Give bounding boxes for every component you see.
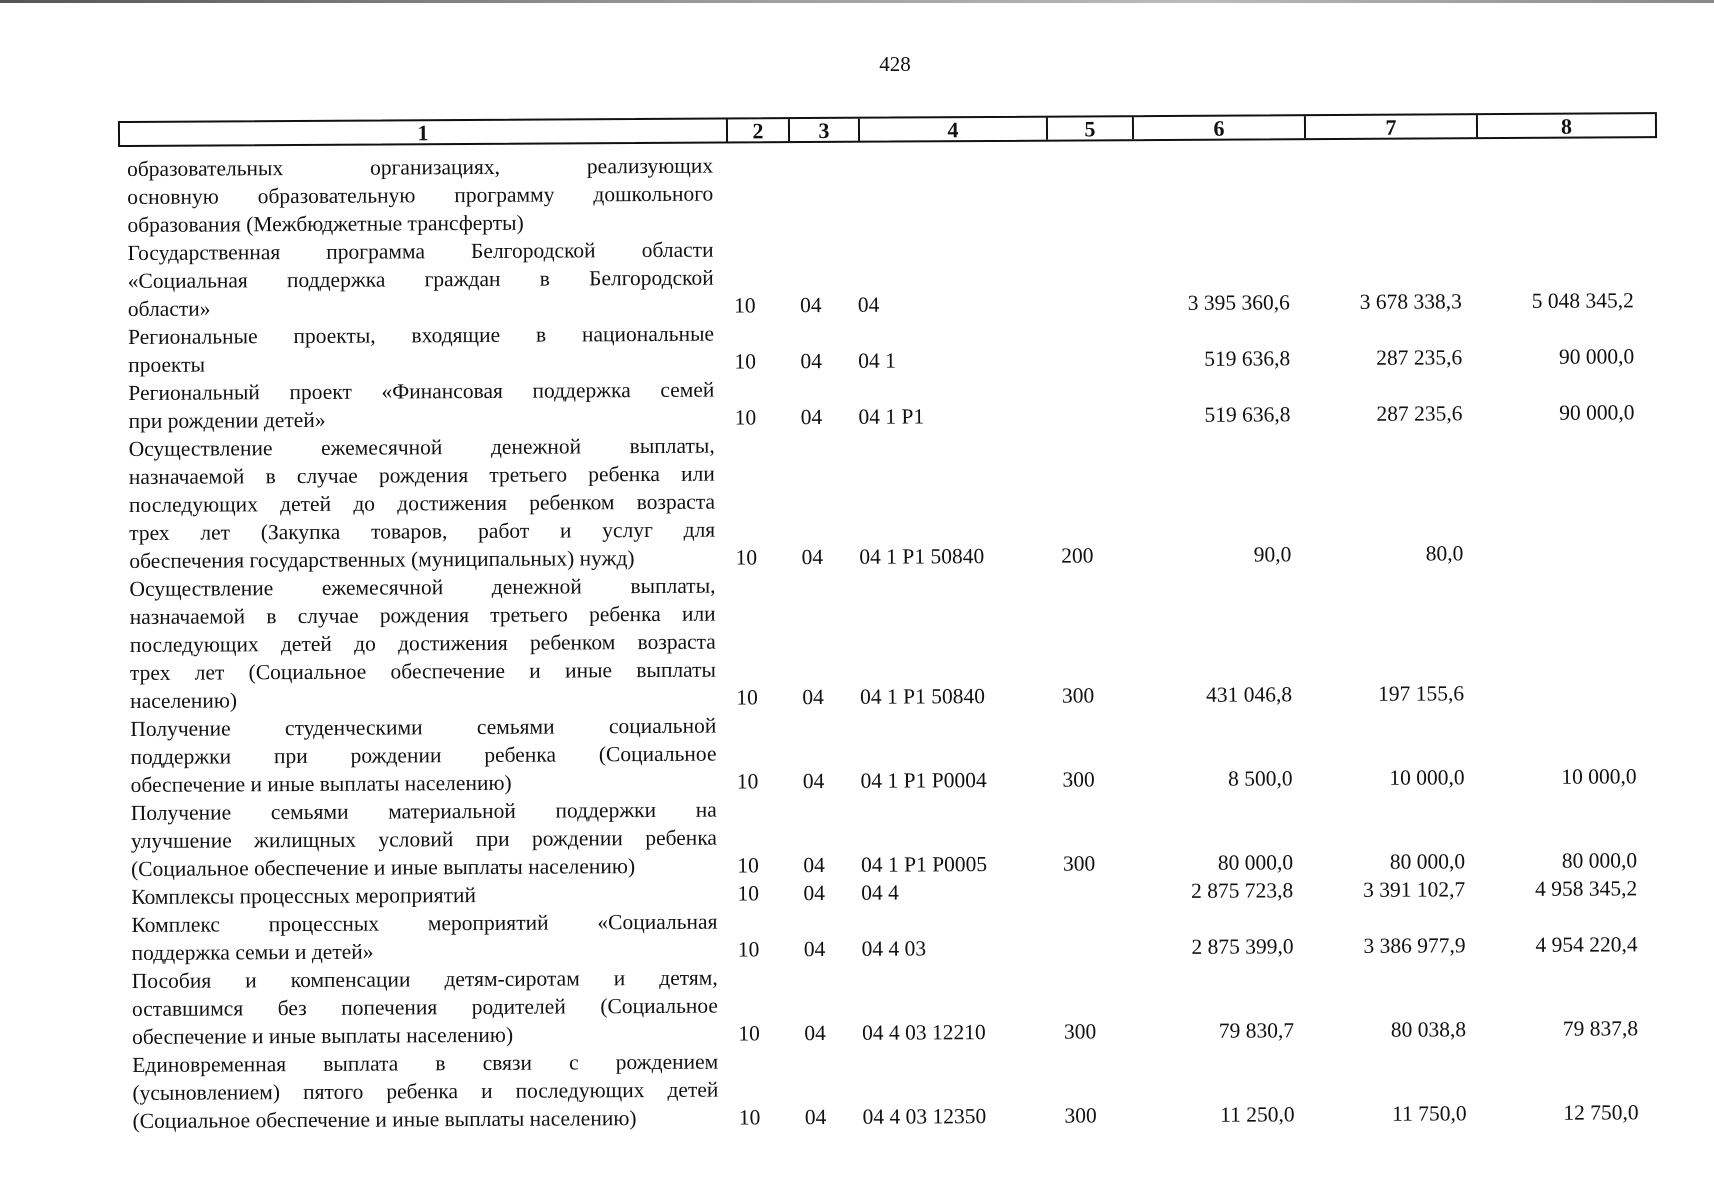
row-description [130, 712, 716, 799]
description-line: проекты [128, 352, 206, 377]
section-code: 10 [734, 405, 757, 430]
table-row [131, 790, 1661, 883]
table-row [132, 958, 1662, 1051]
header-col-4: 4 [858, 118, 1046, 141]
description-line: (усыновлением) пятого ребенка и последующих детей [132, 1077, 719, 1105]
amount-col-7: 3 386 977,9 [1363, 933, 1466, 958]
subsection-code: 04 [803, 936, 826, 962]
description-line: образовательных организациях, реализующих [127, 153, 714, 181]
row-description [131, 880, 717, 911]
description-line: обеспечение и иные выплаты населению) [130, 770, 512, 797]
subsection-code: 04 [801, 544, 824, 570]
description-line: области» [127, 296, 211, 321]
page-number: 428 [879, 52, 911, 76]
scan-top-edge [0, 0, 1714, 3]
section-code: 10 [738, 1105, 761, 1130]
amount-col-7: 80,0 [1425, 541, 1464, 566]
target-article-code: 04 1 P1 50840 [860, 684, 986, 709]
description-line: улучшение жилищных условий при рождении ребенка [130, 825, 718, 853]
amount-col-7: 287 235,6 [1376, 401, 1463, 426]
description-line: назначаемой в случае рождения третьего ребенка или [128, 461, 715, 489]
subsection-code: 04 [803, 852, 825, 878]
target-article-code: 04 [857, 292, 880, 317]
header-col-5: 5 [1046, 117, 1132, 139]
description-line: обеспечение и иные выплаты населению) [132, 1022, 514, 1049]
description-line: (Социальное обеспечение и иные выплаты населению) [131, 854, 636, 881]
section-code: 10 [737, 881, 760, 906]
section-code: 10 [737, 853, 759, 878]
amount-col-6: 2 875 723,8 [1191, 878, 1294, 903]
header-col-8: 8 [1476, 114, 1655, 137]
row-description [128, 376, 714, 435]
table-row [129, 426, 1660, 575]
section-code: 10 [734, 349, 757, 374]
amount-col-8: 90 000,0 [1558, 344, 1635, 369]
amount-col-6: 519 636,8 [1204, 346, 1291, 371]
description-line: Получение семьями материальной поддержки на [130, 797, 717, 825]
header-col-7: 7 [1304, 115, 1476, 138]
row-description [131, 796, 717, 883]
description-line: поддержка семьи и детей» [131, 939, 374, 965]
description-line: Региональные проекты, входящие в национальные [127, 321, 715, 349]
table-row [132, 1042, 1662, 1135]
table-row [127, 230, 1657, 323]
description-line: последующих детей до достижения ребенком возраста [129, 629, 716, 657]
description-line: «Социальная поддержка граждан в Белгородской [127, 265, 714, 293]
amount-col-6: 90,0 [1253, 542, 1292, 567]
description-line: Осуществление ежемесячной денежной выплаты, [129, 573, 716, 601]
description-line: при рождении детей» [128, 407, 326, 433]
section-code: 10 [737, 937, 760, 962]
section-code: 10 [734, 293, 756, 318]
description-line: (Социальное обеспечение и иные выплаты населению) [132, 1106, 637, 1133]
row-description [129, 432, 716, 575]
section-code: 10 [736, 685, 758, 710]
amount-col-8: 80 000,0 [1561, 848, 1638, 873]
target-article-code: 04 1 P1 P0005 [861, 852, 988, 877]
target-article-code: 04 1 P1 P0004 [860, 768, 987, 793]
amount-col-8: 12 750,0 [1563, 1100, 1639, 1125]
subsection-code: 04 [800, 405, 823, 430]
target-article-code: 04 1 [858, 348, 896, 373]
table-row [131, 902, 1661, 967]
description-line: трех лет (Социальное обеспечение и иные выплаты [129, 657, 717, 685]
header-col-2: 2 [726, 119, 788, 141]
amount-col-8: 10 000,0 [1561, 764, 1637, 789]
expense-type-code: 200 [1061, 543, 1094, 568]
header-col-6: 6 [1132, 116, 1304, 139]
description-line: Региональный проект «Финансовая поддержка семей [128, 377, 715, 405]
section-code: 10 [735, 545, 758, 570]
section-code: 10 [738, 1021, 760, 1046]
description-line: поддержки при рождении ребенка (Социальное [130, 741, 717, 769]
amount-col-7: 287 235,6 [1376, 345, 1463, 370]
subsection-code: 04 [802, 684, 824, 710]
row-description [132, 1048, 718, 1135]
row-description [127, 152, 713, 239]
table-row [128, 370, 1658, 435]
amount-col-8: 4 958 345,2 [1535, 876, 1638, 901]
header-col-3: 3 [788, 119, 858, 141]
subsection-code: 04 [803, 880, 826, 906]
description-line: Государственная программа Белгородской области [127, 237, 714, 265]
section-code: 10 [736, 769, 759, 794]
expense-type-code: 300 [1063, 1019, 1097, 1044]
amount-col-8: 79 837,8 [1562, 1016, 1639, 1041]
amount-col-7: 80 000,0 [1389, 849, 1466, 874]
description-line: Комплексы процессных мероприятий [131, 883, 477, 909]
amount-col-7: 10 000,0 [1389, 765, 1465, 790]
description-line: населению) [130, 688, 238, 713]
description-line: Единовременная выплата в связи с рождением [132, 1049, 719, 1077]
amount-col-7: 3 391 102,7 [1363, 877, 1466, 902]
row-description [128, 320, 714, 379]
amount-col-6: 8 500,0 [1228, 766, 1293, 791]
subsection-code: 04 [804, 1020, 826, 1046]
description-line: обеспечения государственных (муниципальных) нужд) [129, 546, 635, 573]
amount-col-8: 5 048 345,2 [1531, 288, 1634, 313]
description-line: Осуществление ежемесячной денежной выплаты, [128, 433, 715, 461]
header-col-1: 1 [417, 120, 429, 146]
amount-col-6: 79 830,7 [1218, 1018, 1295, 1043]
expense-type-code: 300 [1064, 1103, 1097, 1128]
table-row [127, 146, 1657, 239]
target-article-code: 04 4 03 12210 [861, 1020, 986, 1045]
description-line: оставшимся без попечения родителей (Социальное [131, 993, 718, 1021]
amount-col-8: 4 954 220,4 [1535, 932, 1638, 957]
target-article-code: 04 4 [861, 880, 899, 905]
row-description [132, 964, 718, 1051]
target-article-code: 04 4 03 12350 [862, 1104, 987, 1129]
target-article-code: 04 1 P1 50840 [859, 544, 985, 569]
row-description [129, 572, 716, 715]
table-row [128, 314, 1658, 379]
description-line: последующих детей до достижения ребенком возраста [128, 489, 716, 517]
amount-col-7: 80 038,8 [1390, 1017, 1467, 1042]
table-row [130, 706, 1660, 799]
table-row [129, 566, 1660, 715]
description-line: основную образовательную программу дошкольного [127, 181, 714, 209]
amount-col-8: 90 000,0 [1559, 400, 1635, 425]
description-line: Получение студенческими семьями социальной [130, 713, 717, 741]
amount-col-6: 3 395 360,6 [1187, 290, 1290, 315]
description-line: трех лет (Закупка товаров, работ и услуг для [129, 517, 716, 545]
subsection-code: 04 [800, 349, 823, 374]
description-line: образования (Межбюджетные трансферты) [127, 210, 524, 237]
amount-col-6: 11 250,0 [1220, 1102, 1295, 1127]
expense-type-code: 300 [1062, 767, 1095, 792]
row-description [131, 908, 717, 967]
expense-type-code: 300 [1062, 851, 1096, 876]
amount-col-6: 2 875 399,0 [1191, 934, 1294, 959]
description-line: Пособия и компенсации детям-сиротам и детям, [131, 965, 718, 993]
subsection-code: 04 [800, 293, 822, 318]
description-line: назначаемой в случае рождения третьего ребенка или [129, 601, 716, 629]
amount-col-7: 11 750,0 [1392, 1101, 1467, 1126]
table-header [118, 112, 1657, 147]
amount-col-6: 431 046,8 [1206, 682, 1293, 707]
amount-col-7: 3 678 338,3 [1359, 289, 1462, 314]
description-line: Комплекс процессных мероприятий «Социальная [131, 909, 718, 937]
row-description [127, 236, 713, 323]
amount-col-6: 519 636,8 [1204, 402, 1291, 427]
target-article-code: 04 1 P1 [858, 404, 925, 429]
subsection-code: 04 [802, 768, 825, 794]
target-article-code: 04 4 03 [861, 936, 927, 961]
expense-type-code: 300 [1061, 683, 1095, 708]
table-body [127, 146, 1663, 1135]
amount-col-6: 80 000,0 [1217, 850, 1294, 875]
amount-col-7: 197 155,6 [1378, 681, 1465, 706]
subsection-code: 04 [804, 1104, 827, 1130]
